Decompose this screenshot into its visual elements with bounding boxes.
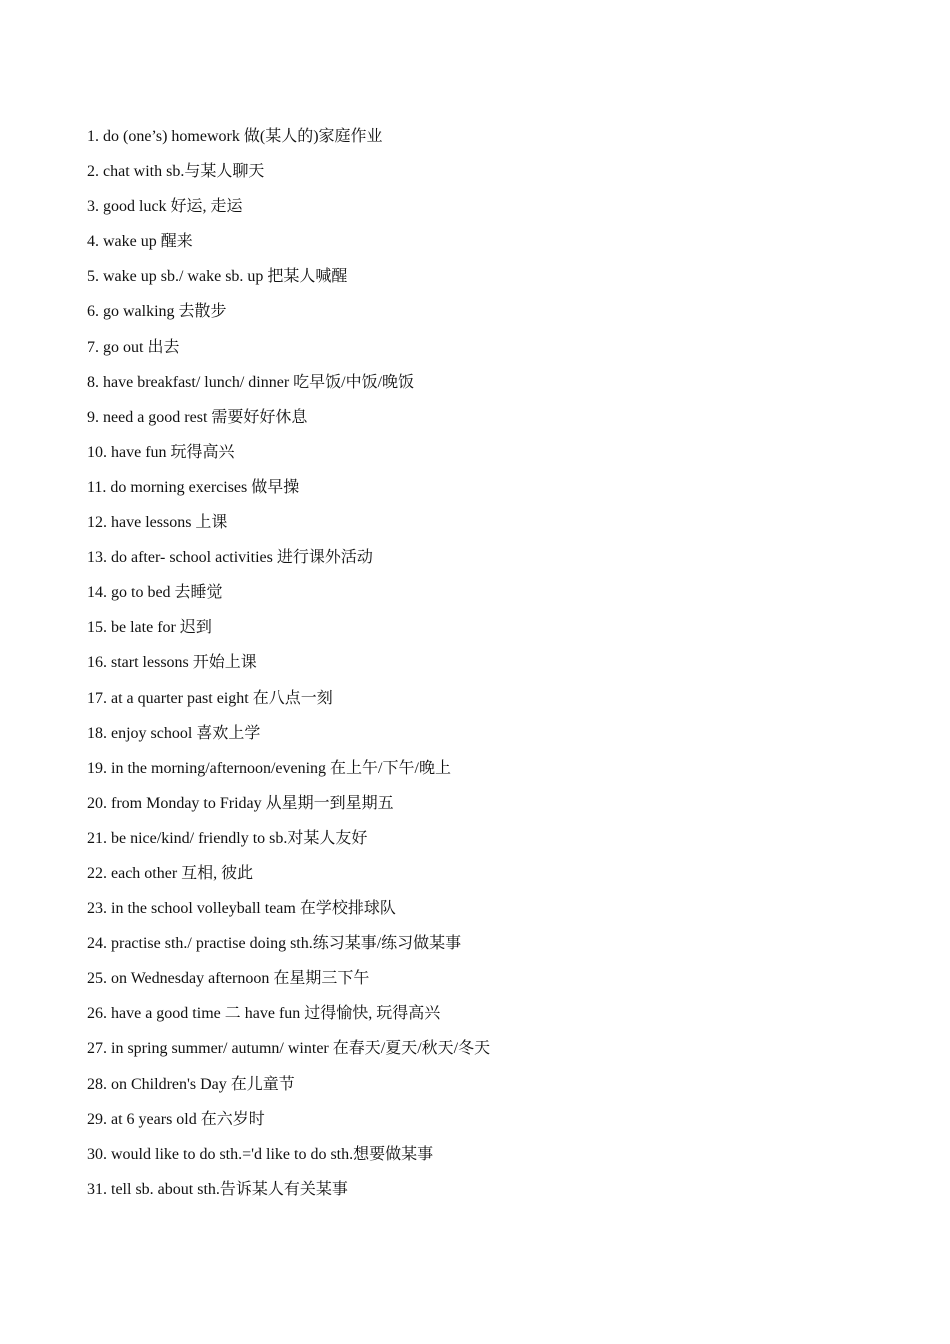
phrase-item: 7. go out 出去: [87, 338, 180, 356]
phrase-item: 15. be late for 迟到: [87, 619, 212, 637]
phrase-item: 11. do morning exercises 做早操: [87, 478, 300, 496]
phrase-item: 20. from Monday to Friday 从星期一到星期五: [87, 794, 394, 812]
phrase-item: 29. at 6 years old 在六岁时: [87, 1110, 265, 1128]
phrase-item: 1. do (one’s) homework 做(某人的)家庭作业: [87, 128, 383, 145]
phrase-item: 4. wake up 醒来: [87, 233, 193, 251]
phrase-item: 31. tell sb. about sth.告诉某人有关某事: [87, 1180, 348, 1198]
phrase-item: 28. on Children's Day 在儿童节: [87, 1075, 295, 1093]
phrase-item: 17. at a quarter past eight 在八点一刻: [87, 689, 333, 707]
phrase-item: 25. on Wednesday afternoon 在星期三下午: [87, 970, 370, 988]
phrase-item: 14. go to bed 去睡觉: [87, 584, 223, 602]
phrase-item: 9. need a good rest 需要好好休息: [87, 408, 308, 426]
phrase-item: 19. in the morning/afternoon/evening 在上午/下午/晚上: [87, 759, 451, 777]
phrase-item: 3. good luck 好运, 走运: [87, 198, 243, 216]
phrase-item: 10. have fun 玩得高兴: [87, 443, 235, 461]
phrase-item: 23. in the school volleyball team 在学校排球队: [87, 900, 396, 918]
phrase-item: 12. have lessons 上课: [87, 514, 228, 532]
phrase-item: 5. wake up sb./ wake sb. up 把某人喊醒: [87, 268, 348, 286]
phrase-item: 18. enjoy school 喜欢上学: [87, 724, 261, 742]
phrase-item: 8. have breakfast/ lunch/ dinner 吃早饭/中饭/晚饭: [87, 373, 415, 391]
phrase-item: 13. do after- school activities 进行课外活动: [87, 549, 373, 567]
phrase-item: 22. each other 互相, 彼此: [87, 864, 254, 882]
phrase-item: 2. chat with sb.与某人聊天: [87, 163, 265, 181]
phrase-item: 16. start lessons 开始上课: [87, 654, 257, 672]
phrase-item: 21. be nice/kind/ friendly to sb.对某人友好: [87, 829, 368, 847]
phrase-item: 26. have a good time 二 have fun 过得愉快, 玩得高兴: [87, 1005, 441, 1023]
phrase-list: [87, 124, 490, 1212]
phrase-item: 24. practise sth./ practise doing sth.练习某事/练习做某事: [87, 935, 462, 953]
phrase-item: 30. would like to do sth.='d like to do sth.想要做某事: [87, 1145, 434, 1163]
phrase-item: 6. go walking 去散步: [87, 303, 227, 321]
phrase-item: 27. in spring summer/ autumn/ winter 在春天/夏天/秋天/冬天: [87, 1040, 491, 1058]
